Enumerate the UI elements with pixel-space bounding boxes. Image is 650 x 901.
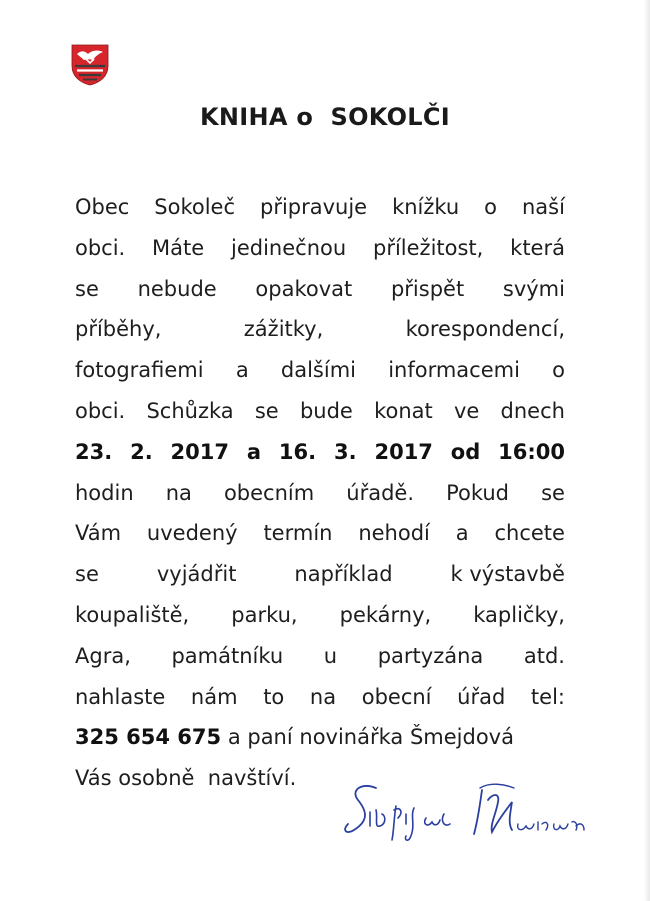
word: a [246,439,262,464]
body-line-14 [75,717,565,758]
word: 16:00 [498,439,565,464]
word: 23. [75,439,113,464]
word: od [450,439,481,464]
word: obecní [361,684,432,709]
word: uvedený [146,521,238,546]
word: to [263,684,285,709]
word: 2. [130,439,153,464]
body-line-5 [75,350,565,391]
word: o [552,358,565,383]
word: obecním [223,480,315,505]
word: příležitost, [373,235,484,260]
body-line-13 [75,677,565,718]
word: na [165,480,192,505]
body-line-2 [75,228,565,269]
word: tel: [530,684,565,709]
word: Agra, [75,643,131,668]
word: úřad [457,684,506,709]
word: dalšími [280,358,356,383]
word: se [254,398,279,423]
word: 2017 [374,439,433,464]
word: atd. [523,643,565,668]
body-line-10 [75,554,565,595]
word: fotografiemi [75,358,204,383]
body-line-12 [75,636,565,677]
word: opakovat [255,276,353,301]
word: 16. [278,439,317,464]
word: vyjádřit [156,562,237,587]
word: památníku [171,643,284,668]
body-line-8 [75,473,565,514]
word: parku, [231,602,298,627]
body-line-15: Vás osobně navštíví. [75,766,297,791]
word: informacemi [388,358,520,383]
phone-number: 325 654 675 [75,725,222,750]
word: přispět [390,276,465,301]
document-title: KNIHA o SOKOLČI [199,103,451,131]
word: připravuje [259,195,368,219]
word: Schůzka [146,398,234,423]
word: kapličky, [473,602,565,627]
word: termín [263,521,333,546]
word: konat [374,398,433,423]
word: 2017 [170,439,229,464]
word: obci. [75,398,126,423]
word: jedinečnou [231,235,347,260]
body-line-14-text: a paní novinářka Šmejdová [221,725,514,750]
coat-of-arms-icon [68,42,112,86]
body-line-3 [75,269,565,310]
word: a [455,521,469,546]
word: na [309,684,337,709]
word: partyzána [377,643,484,668]
word: Obec [75,195,130,219]
body-line-4 [75,309,565,350]
word: koupaliště, [75,602,190,627]
word: dnech [500,398,565,423]
word: příběhy, [75,317,162,342]
word: pekárny, [339,602,432,627]
word: nahlaste [75,684,166,709]
word: k výstavbě [450,562,565,587]
word: bude [299,398,353,423]
word: úřadě. [346,480,415,505]
word: 3. [334,439,357,464]
word: zážitky, [243,317,324,342]
word: Vám [75,521,122,546]
word: korespondencí, [405,317,565,342]
word: Pokud [446,480,509,505]
word: obci. [75,235,126,260]
body-line-9 [75,513,565,554]
word: svými [502,276,565,301]
body-line-1 [75,187,565,228]
word: a [235,358,249,383]
body-line-11 [75,595,565,636]
word: například [294,562,393,587]
word: ve [453,398,480,423]
word: nám [190,684,238,709]
word: chcete [494,521,565,546]
word: která [510,235,565,260]
word: se [75,562,99,587]
body-line-6 [75,391,565,432]
word: nehodí [358,521,430,546]
word: naší [521,195,565,219]
word: u [323,643,338,668]
word: Máte [152,235,205,260]
word: nebude [137,276,217,301]
word: o [484,195,498,219]
word: knížku [392,195,460,219]
word: hodin [75,480,134,505]
word: se [75,276,99,301]
document-body [75,187,565,799]
meeting-dates-line [75,432,565,473]
word: se [541,480,565,505]
handwritten-signature [340,780,600,850]
word: Sokoleč [154,195,236,219]
page-edge-shadow [644,0,650,901]
